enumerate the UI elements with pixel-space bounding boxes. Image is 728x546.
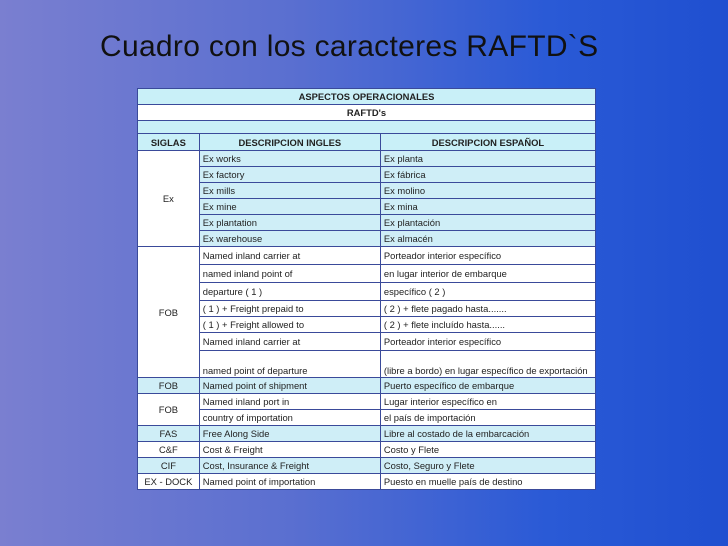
desc-es: específico ( 2 ): [380, 283, 595, 301]
desc-es: (libre a bordo) en lugar específico de exportación: [380, 351, 595, 378]
desc-en: Named inland carrier at: [199, 247, 380, 265]
desc-en: Cost & Freight: [199, 442, 380, 458]
table-header-row: [138, 89, 596, 105]
table-header-main: ASPECTOS OPERACIONALES: [138, 89, 596, 105]
table-row: [138, 151, 596, 167]
desc-es: Porteador interior específico: [380, 247, 595, 265]
desc-en: ( 1 ) + Freight prepaid to: [199, 301, 380, 317]
table-row: [138, 378, 596, 394]
table-row: [138, 215, 596, 231]
desc-en: Named point of shipment: [199, 378, 380, 394]
desc-es: ( 2 ) + flete incluído hasta......: [380, 317, 595, 333]
desc-en: Free Along Side: [199, 426, 380, 442]
column-header-espanol: DESCRIPCION ESPAÑOL: [380, 134, 595, 151]
desc-en: Ex warehouse: [199, 231, 380, 247]
desc-en: departure ( 1 ): [199, 283, 380, 301]
table-row: [138, 426, 596, 442]
desc-es: el país de importación: [380, 410, 595, 426]
column-header-row: [138, 134, 596, 151]
table-row: [138, 458, 596, 474]
table-row: [138, 247, 596, 265]
column-header-ingles: DESCRIPCION INGLES: [199, 134, 380, 151]
desc-es: Ex plantación: [380, 215, 595, 231]
table-row: [138, 333, 596, 351]
desc-en: Named inland port in: [199, 394, 380, 410]
sigla-cell: FOB: [138, 378, 200, 394]
table-header-sub: RAFTD's: [138, 105, 596, 121]
desc-en: named point of departure: [199, 351, 380, 378]
desc-es: Ex molino: [380, 183, 595, 199]
desc-es: Lugar interior específico en: [380, 394, 595, 410]
desc-es: en lugar interior de embarque: [380, 265, 595, 283]
desc-es: ( 2 ) + flete pagado hasta.......: [380, 301, 595, 317]
desc-es: Ex mina: [380, 199, 595, 215]
desc-es: Ex planta: [380, 151, 595, 167]
sigla-cell: EX - DOCK: [138, 474, 200, 490]
table-row: [138, 442, 596, 458]
desc-en: Cost, Insurance & Freight: [199, 458, 380, 474]
desc-en: named inland point of: [199, 265, 380, 283]
table-row: [138, 410, 596, 426]
desc-en: Ex mine: [199, 199, 380, 215]
table-row: [138, 474, 596, 490]
table-row: [138, 231, 596, 247]
desc-en: Ex mills: [199, 183, 380, 199]
table-row: [138, 199, 596, 215]
table-row: [138, 283, 596, 301]
table-row: [138, 351, 596, 378]
table-row: [138, 167, 596, 183]
desc-en: Ex works: [199, 151, 380, 167]
desc-es: Ex almacén: [380, 231, 595, 247]
sigla-cell: FAS: [138, 426, 200, 442]
desc-en: Named inland carrier at: [199, 333, 380, 351]
sigla-cell: C&F: [138, 442, 200, 458]
column-header-siglas: SIGLAS: [138, 134, 200, 151]
sigla-cell: Ex: [138, 151, 200, 247]
table-row: [138, 317, 596, 333]
sigla-cell: FOB: [138, 247, 200, 378]
sigla-cell: CIF: [138, 458, 200, 474]
desc-en: Ex factory: [199, 167, 380, 183]
desc-es: Porteador interior específico: [380, 333, 595, 351]
table-spacer-row: [138, 121, 596, 134]
desc-en: ( 1 ) + Freight allowed to: [199, 317, 380, 333]
desc-es: Ex fábrica: [380, 167, 595, 183]
desc-es: Costo y Flete: [380, 442, 595, 458]
desc-es: Libre al costado de la embarcación: [380, 426, 595, 442]
table-subheader-row: [138, 105, 596, 121]
raftd-table-container: [137, 88, 596, 490]
table-row: [138, 265, 596, 283]
desc-es: Costo, Seguro y Flete: [380, 458, 595, 474]
desc-en: Named point of importation: [199, 474, 380, 490]
slide-title: Cuadro con los caracteres RAFTD`S: [100, 30, 599, 63]
raftd-table: [137, 88, 596, 490]
desc-en: country of importation: [199, 410, 380, 426]
sigla-cell: FOB: [138, 394, 200, 426]
table-row: [138, 394, 596, 410]
table-row: [138, 301, 596, 317]
desc-en: Ex plantation: [199, 215, 380, 231]
desc-es: Puerto específico de embarque: [380, 378, 595, 394]
table-row: [138, 183, 596, 199]
desc-es: Puesto en muelle país de destino: [380, 474, 595, 490]
